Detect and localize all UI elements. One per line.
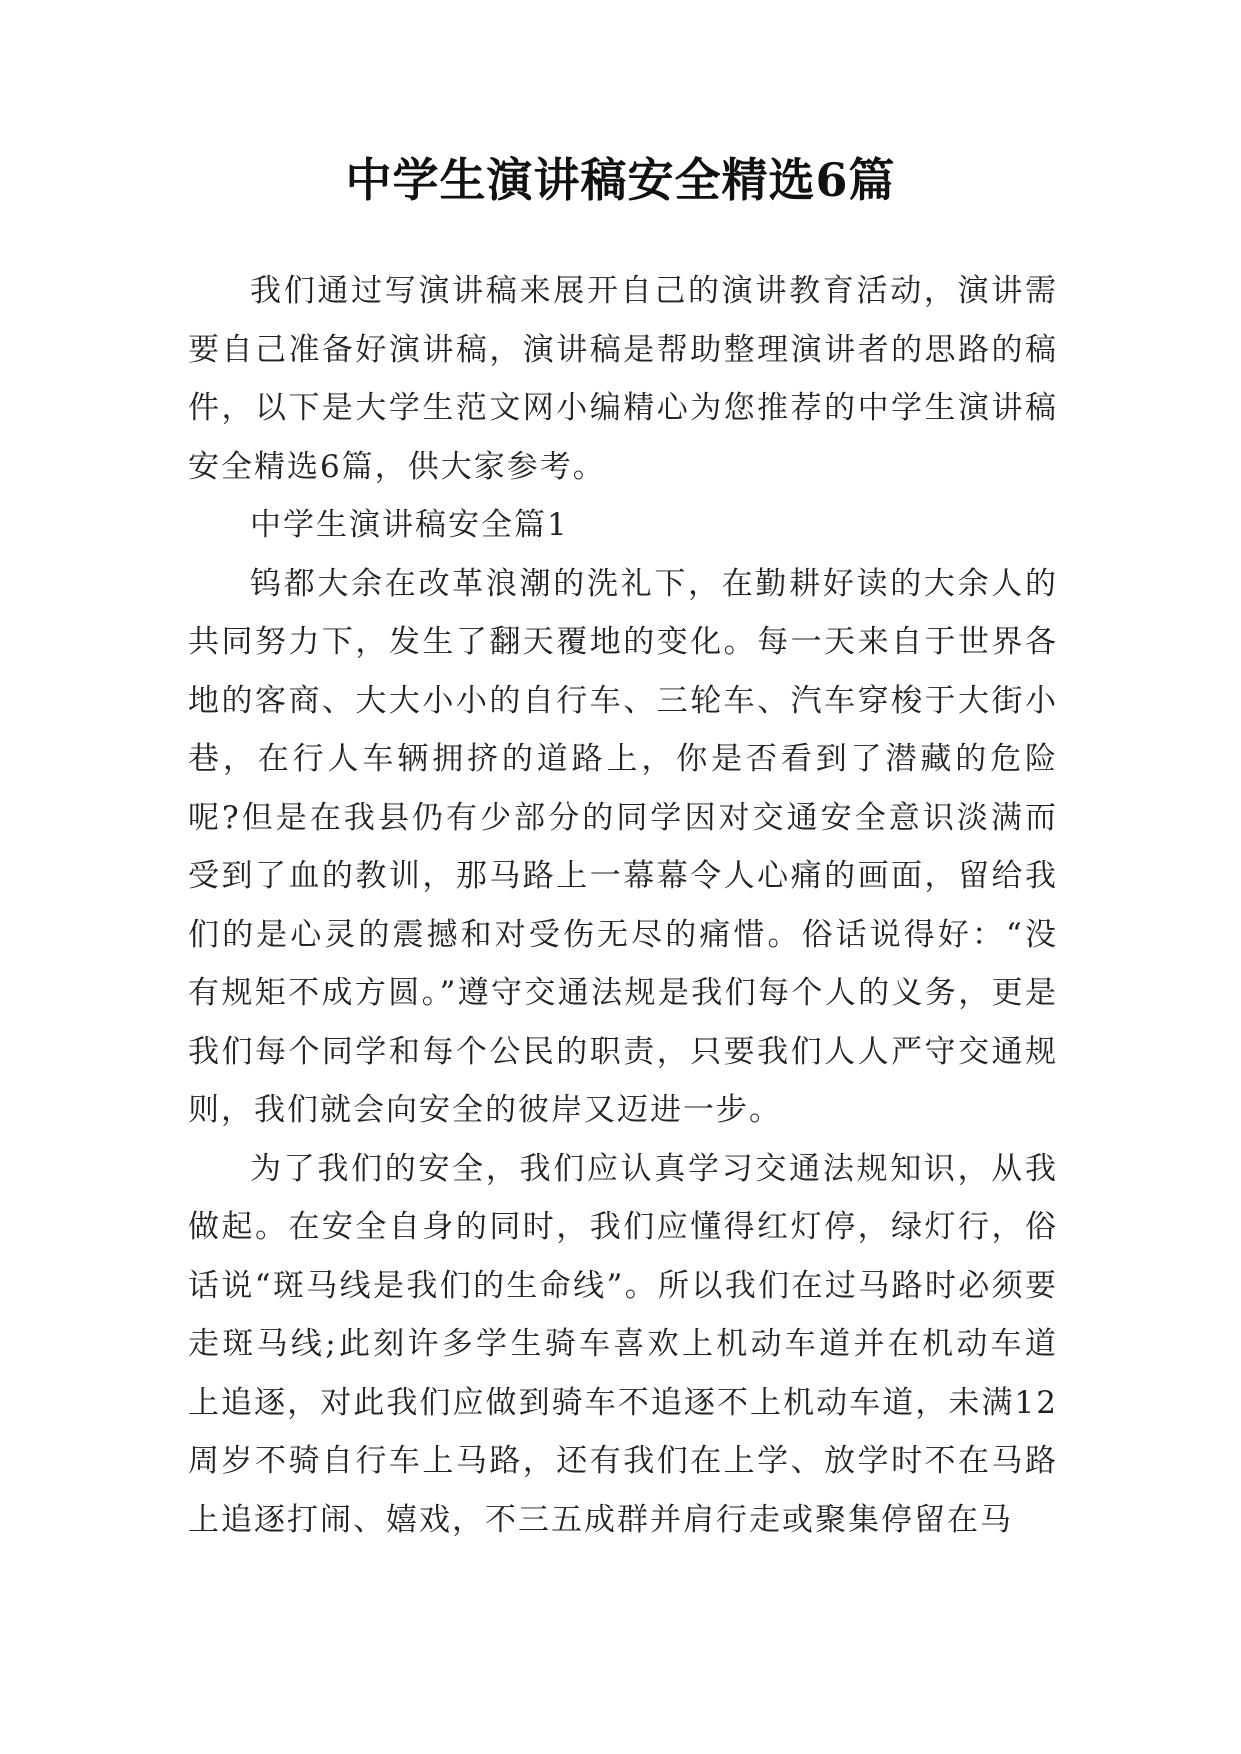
body-paragraph: 为了我们的安全，我们应认真学习交通法规知识，从我做起。在安全自身的同时，我们应懂得红灯停，绿灯行，俗话说“斑马线是我们的生命线”。所以我们在过马路时必须要走斑马线;此刻许多学生骑车喜欢上机动车道并在机动车道上追逐，对此我们应做到骑车不追逐不上机动车道，未满12周岁不骑自行车上马路，还有我们在上学、放学时不在马路上追逐打闹、嬉戏，不三五成群并肩行走或聚集停留在马 bbox=[188, 1150, 1058, 1538]
document-body bbox=[188, 262, 1058, 1549]
section-heading: 中学生演讲稿安全篇1 bbox=[250, 507, 569, 543]
document-title: 中学生演讲稿安全精选6篇 bbox=[345, 153, 896, 207]
body-paragraph: 钨都大余在改革浪潮的洗礼下，在勤耕好读的大余人的共同努力下，发生了翻天覆地的变化。每一天来自于世界各地的客商、大大小小的自行车、三轮车、汽车穿梭于大街小巷，在行人车辆拥挤的道路上，你是否看到了潜藏的危险呢?但是在我县仍有少部分的同学因对交通安全意识淡满而受到了血的教训，那马路上一幕幕令人心痛的画面，留给我们的是心灵的震撼和对受伤无尽的痛惜。俗话说得好：“没有规矩不成方圆。”遵守交通法规是我们每个人的义务，更是我们每个同学和每个公民的职责，只要我们人人严守交通规则，我们就会向安全的彼岸又迈进一步。 bbox=[188, 565, 1058, 1128]
intro-paragraph: 我们通过写演讲稿来展开自己的演讲教育活动，演讲需要自己准备好演讲稿，演讲稿是帮助整理演讲者的思路的稿件，以下是大学生范文网小编精心为您推荐的中学生演讲稿安全精选6篇，供大家参考。 bbox=[188, 273, 1058, 485]
